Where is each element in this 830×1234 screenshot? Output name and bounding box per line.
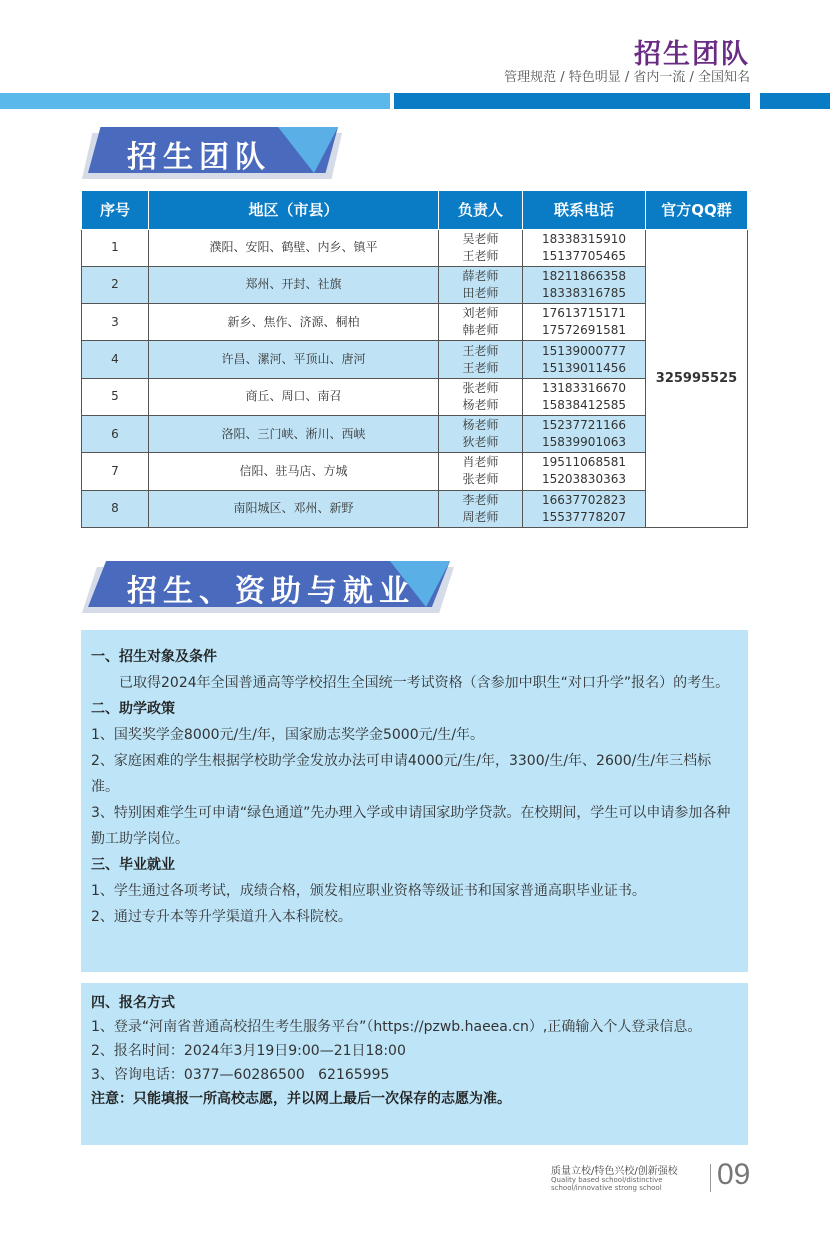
qq-group-number: 325995525 xyxy=(646,229,748,527)
paragraph: 2、通过专升本等升学渠道升入本科院校。 xyxy=(91,909,352,925)
table-row xyxy=(82,229,748,266)
paragraph: 已取得2024年全国普通高等学校招生全国统一考试资格（含参加中职生“对口升学”报名）的考生。 xyxy=(119,675,730,691)
paragraph: 1、登录“河南省普通高校招生考生服务平台”（https://pzwb.haeea.cn）,正确输入个人登录信息。 xyxy=(91,1019,702,1035)
phone-number: 15838412585 xyxy=(542,397,626,412)
region: 南阳城区、邓州、新野 xyxy=(149,490,439,527)
phones xyxy=(523,229,646,266)
contact-name: 刘老师 xyxy=(462,306,499,321)
phone-number: 18338316785 xyxy=(542,285,626,300)
row-number: 1 xyxy=(82,229,149,266)
phones xyxy=(523,304,646,341)
phone-number: 15139011456 xyxy=(542,360,626,375)
row-number: 7 xyxy=(82,453,149,490)
footer-slogan-cn: 质量立校/特色兴校/创新强校 xyxy=(551,1166,678,1177)
col-header: 联系电话 xyxy=(523,191,646,229)
phone-number: 17613715171 xyxy=(542,306,626,321)
row-number: 2 xyxy=(82,266,149,303)
region: 新乡、焦作、济源、桐柏 xyxy=(149,304,439,341)
col-header: 官方QQ群 xyxy=(646,191,748,229)
phone-number: 19511068581 xyxy=(542,455,626,470)
header-title: 招生团队 xyxy=(634,39,750,70)
contacts xyxy=(439,378,523,415)
section-title: 招生团队 xyxy=(127,140,271,175)
phone-number: 15237721166 xyxy=(542,418,626,433)
contact-name: 杨老师 xyxy=(462,397,499,412)
header-subtitle: 管理规范 / 特色明显 / 省内一流 / 全国知名 xyxy=(504,70,750,85)
row-number: 6 xyxy=(82,415,149,452)
col-header: 序号 xyxy=(82,191,149,229)
phone-number: 15537778207 xyxy=(542,509,626,524)
col-header: 地区（市县） xyxy=(149,191,439,229)
contact-name: 田老师 xyxy=(462,285,499,300)
paragraph: 2、家庭困难的学生根据学校助学金发放办法可申请4000元/生/年，3300/生/年、2600/生/年三档标准。 xyxy=(91,753,712,795)
phone-number: 15139000777 xyxy=(542,343,626,358)
region: 信阳、驻马店、方城 xyxy=(149,453,439,490)
contacts xyxy=(439,490,523,527)
contacts xyxy=(439,229,523,266)
section-banner-enroll xyxy=(82,561,454,611)
footer-slogan-en: Quality based school/distinctive school/innovative strong school xyxy=(551,1176,663,1192)
heading: 二、助学政策 xyxy=(91,701,175,717)
contact-name: 王老师 xyxy=(462,343,499,358)
info-box xyxy=(81,630,748,972)
contact-name: 杨老师 xyxy=(462,418,499,433)
heading: 一、招生对象及条件 xyxy=(91,649,217,665)
phone-number: 16637702823 xyxy=(542,492,626,507)
paragraph: 1、国奖奖学金8000元/生/年，国家励志奖学金5000元/生/年。 xyxy=(91,727,485,743)
section-title: 招生、资助与就业 xyxy=(127,574,415,609)
paragraph: 2、报名时间：2024年3月19日9:00—21日18:00 xyxy=(91,1043,406,1059)
phone-number: 18211866358 xyxy=(542,268,626,283)
paragraph: 3、特别困难学生可申请“绿色通道”先办理入学或申请国家助学贷款。在校期间，学生可以申请参加各种勤工助学岗位。 xyxy=(91,805,731,847)
team-table xyxy=(81,191,748,528)
col-header: 负责人 xyxy=(439,191,523,229)
paragraph: 3、咨询电话：0377—60286500 62165995 xyxy=(91,1067,390,1083)
contact-name: 王老师 xyxy=(462,360,499,375)
contact-name: 王老师 xyxy=(462,248,499,263)
note: 注意：只能填报一所高校志愿，并以网上最后一次保存的志愿为准。 xyxy=(91,1091,511,1107)
row-number: 5 xyxy=(82,378,149,415)
contacts xyxy=(439,266,523,303)
header-bar-right xyxy=(760,93,830,109)
phone-number: 18338315910 xyxy=(542,231,626,246)
phone-number: 17572691581 xyxy=(542,323,626,338)
footer-divider xyxy=(710,1164,711,1192)
phones xyxy=(523,415,646,452)
header-bar-light xyxy=(0,93,390,109)
contact-name: 韩老师 xyxy=(462,323,499,338)
phones xyxy=(523,341,646,378)
paragraph: 1、学生通过各项考试，成绩合格，颁发相应职业资格等级证书和国家普通高职毕业证书。 xyxy=(91,883,646,899)
section-banner-team xyxy=(82,127,342,177)
phones xyxy=(523,266,646,303)
phone-number: 15839901063 xyxy=(542,435,626,450)
phone-number: 15203830363 xyxy=(542,472,626,487)
region: 许昌、漯河、平顶山、唐河 xyxy=(149,341,439,378)
region: 濮阳、安阳、鹤壁、内乡、镇平 xyxy=(149,229,439,266)
row-number: 3 xyxy=(82,304,149,341)
phones xyxy=(523,490,646,527)
row-number: 8 xyxy=(82,490,149,527)
heading: 三、毕业就业 xyxy=(91,857,175,873)
contact-name: 周老师 xyxy=(462,509,499,524)
contact-name: 吴老师 xyxy=(462,231,499,246)
region: 商丘、周口、南召 xyxy=(149,378,439,415)
phones xyxy=(523,378,646,415)
apply-box xyxy=(81,983,748,1145)
contacts xyxy=(439,341,523,378)
contact-name: 狄老师 xyxy=(462,435,499,450)
contact-name: 薛老师 xyxy=(462,268,499,283)
row-number: 4 xyxy=(82,341,149,378)
region: 郑州、开封、社旗 xyxy=(149,266,439,303)
heading: 四、报名方式 xyxy=(91,995,175,1011)
contacts xyxy=(439,304,523,341)
contact-name: 肖老师 xyxy=(462,455,499,470)
page-number: 09 xyxy=(717,1158,751,1191)
phone-number: 13183316670 xyxy=(542,380,626,395)
phone-number: 15137705465 xyxy=(542,248,626,263)
contact-name: 李老师 xyxy=(462,492,499,507)
region: 洛阳、三门峡、淅川、西峡 xyxy=(149,415,439,452)
header-bar-dark xyxy=(394,93,750,109)
contacts xyxy=(439,453,523,490)
contact-name: 张老师 xyxy=(462,380,499,395)
contact-name: 张老师 xyxy=(462,472,499,487)
contacts xyxy=(439,415,523,452)
phones xyxy=(523,453,646,490)
